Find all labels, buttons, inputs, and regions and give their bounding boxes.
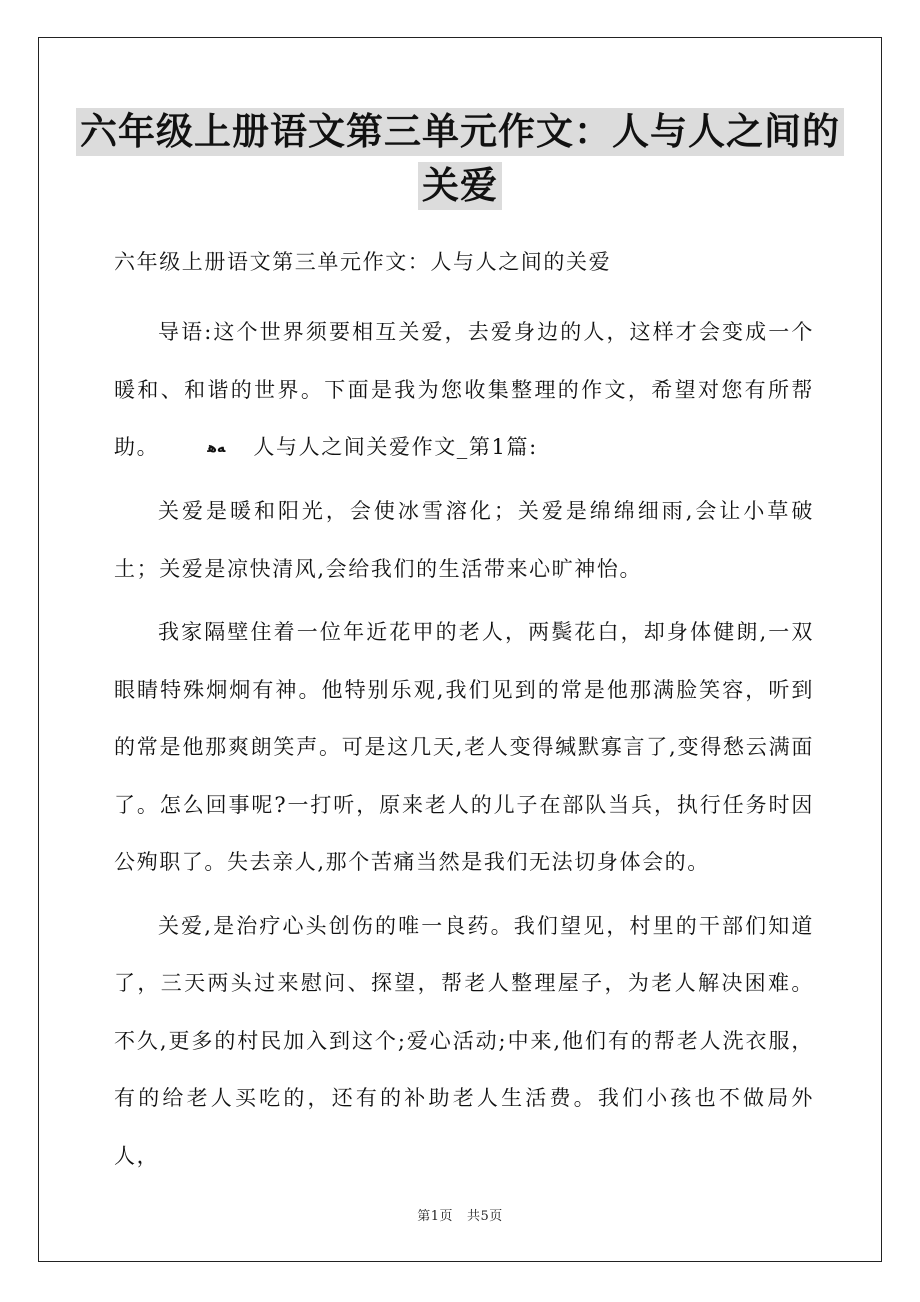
page-total: 共5页 [467, 1209, 503, 1224]
section-heading: 人与人之间关爱作文_第1篇: [253, 435, 538, 459]
body-paragraph: 关爱是暖和阳光，会使冰雪溶化；关爱是绵绵细雨,会让小草破土；关爱是凉快清风,会给我们的生活带来心旷神怡。 [114, 499, 814, 581]
body-paragraph: 关爱,是治疗心头创伤的唯一良药。我们望见，村里的干部们知道了，三天两头过来慰问、探望，帮老人整理屋子，为老人解决困难。不久,更多的村民加入到这个;爱心活动;中来,他们有的帮老人洗衣服，有的给老人买吃的，还有的补助老人生活费。我们小孩也不做局外人， [114, 913, 814, 1168]
page-footer [0, 1205, 920, 1224]
document-body [114, 240, 814, 1185]
title-line-2: 关爱 [418, 162, 502, 210]
body-paragraph: 我家隔壁住着一位年近花甲的老人，两鬓花白，却身体健朗,一双眼睛特殊炯炯有神。他特别乐观,我们见到的常是他那满脸笑容，听到的常是他那爽朗笑声。可是这几天,老人变得缄默寡言了,变得愁云满面了。怎么回事呢?一打听，原来老人的儿子在部队当兵，执行任务时因公殉职了。失去亲人,那个苦痛当然是我们无法切身体会的。 [114, 620, 814, 875]
intro-text: 导语:这个世界须要相互关爱，去爱身边的人，这样才会变成一个暖和、和谐的世界。下面是我为您收集整理的作文，希望对您有所帮助。 [114, 320, 814, 459]
title-line-1: 六年级上册语文第三单元作文：人与人之间的 [76, 108, 844, 156]
page-number: 第1页 [417, 1209, 453, 1224]
document-subtitle: 六年级上册语文第三单元作文：人与人之间的关爱 [114, 250, 612, 274]
stray-glyph: ﻪﻫ [207, 439, 226, 456]
document-title [60, 108, 860, 210]
intro-paragraph [114, 304, 814, 477]
